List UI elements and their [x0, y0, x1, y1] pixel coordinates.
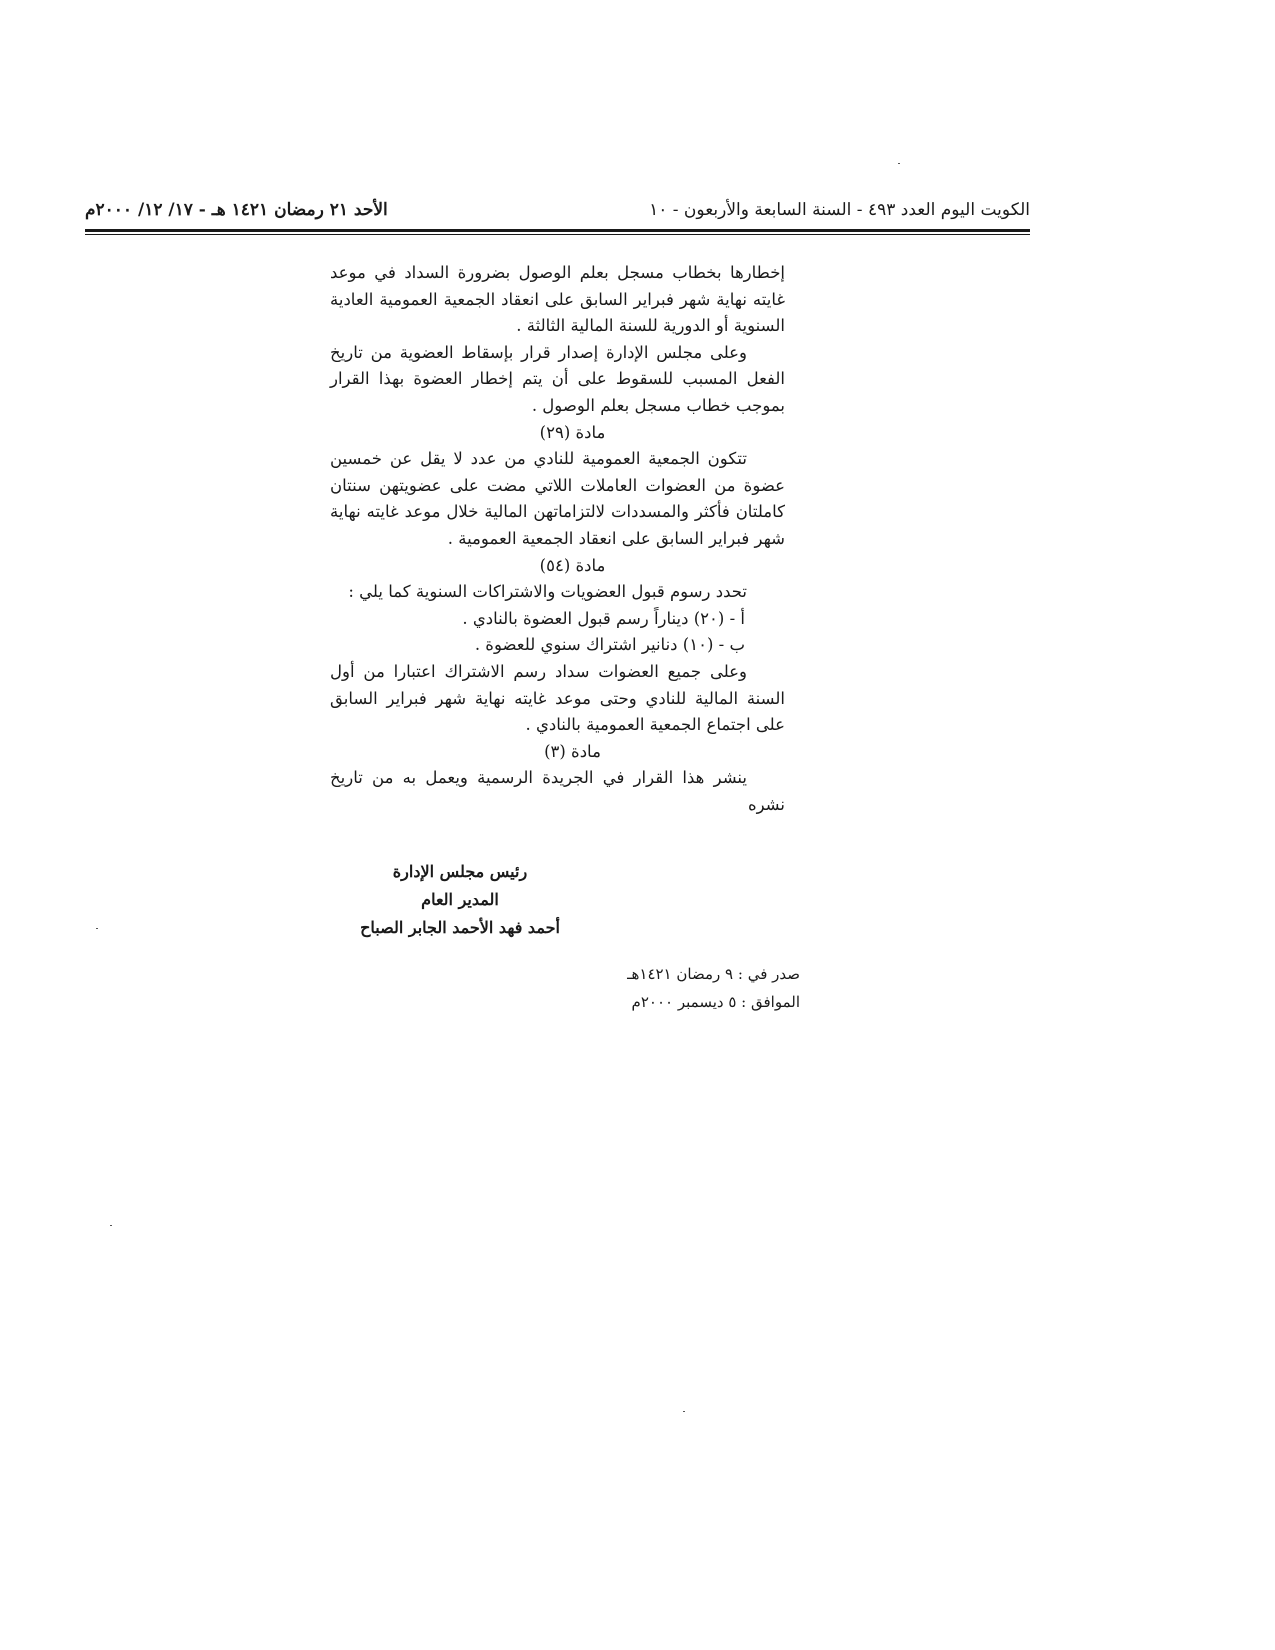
- paragraph-board-decision: وعلى مجلس الإدارة إصدار قرار بإسقاط العضوية من تاريخ الفعل المسبب للسقوط على أن يتم إخطار العضوة بهذا القرار بموجب خطاب مسجل بعلم الوصول .: [330, 342, 785, 415]
- paragraph-publication: ينشر هذا القرار في الجريدة الرسمية ويعمل به من تاريخ نشره: [330, 768, 785, 814]
- signature-block: [340, 858, 580, 942]
- scan-speck: [683, 1411, 685, 1412]
- issue-date-gregorian: الموافق : ٥ ديسمبر ٢٠٠٠م: [631, 993, 800, 1011]
- signature-name: أحمد فهد الأحمد الجابر الصباح: [360, 918, 560, 937]
- signature-title: رئيس مجلس الإدارة: [392, 862, 528, 881]
- list-item-admission-fee: أ - (٢٠) ديناراً رسم قبول العضوة بالنادي .: [462, 608, 745, 628]
- header-rule-thick: [85, 229, 1030, 232]
- header-rule-thin: [85, 234, 1030, 235]
- scan-speck: [898, 163, 900, 164]
- paragraph-general-assembly: تتكون الجمعية العمومية للنادي من عدد لا يقل عن خمسين عضوة من العضوات العاملات اللاتي مضت على عضويتهن سنتان كاملتان فأكثر والمسددات لالتزاماتهن المالية خلال موعد غايته نهاية شهر فبراير السابق على انعقاد الجمعية العمومية .: [330, 449, 785, 548]
- decree-body: [330, 260, 785, 818]
- article-heading-54: مادة (٥٤): [539, 555, 606, 575]
- paragraph-notification: إخطارها بخطاب مسجل بعلم الوصول بضرورة السداد في موعد غايته نهاية شهر فبراير السابق على انعقاد الجمعية العمومية العادية السنوية أو الدورية للسنة المالية الثالثة .: [330, 263, 785, 336]
- scan-speck: [110, 1225, 112, 1226]
- header-issue-info: الكويت اليوم العدد ٤٩٣ - السنة السابعة والأربعون - ١٠: [649, 200, 1030, 220]
- issue-date-block: [590, 960, 800, 1016]
- article-heading-3: مادة (٣): [544, 741, 601, 761]
- signature-role: المدير العام: [421, 890, 499, 909]
- header-date: الأحد ٢١ رمضان ١٤٢١ هـ - ١٧/ ١٢/ ٢٠٠٠م: [85, 200, 388, 220]
- issue-date-hijri: صدر في : ٩ رمضان ١٤٢١هـ: [627, 965, 800, 983]
- list-item-annual-fee: ب - (١٠) دنانير اشتراك سنوي للعضوة .: [474, 635, 745, 655]
- paragraph-fees-intro: تحدد رسوم قبول العضويات والاشتراكات السنوية كما يلي :: [348, 582, 747, 602]
- paragraph-fee-payment: وعلى جميع العضوات سداد رسم الاشتراك اعتبارا من أول السنة المالية للنادي وحتى موعد غايته نهاية شهر فبراير السابق على اجتماع الجمعية العمومية بالنادي .: [330, 661, 785, 735]
- article-heading-29: مادة (٢٩): [539, 422, 606, 442]
- scan-speck: [96, 928, 98, 929]
